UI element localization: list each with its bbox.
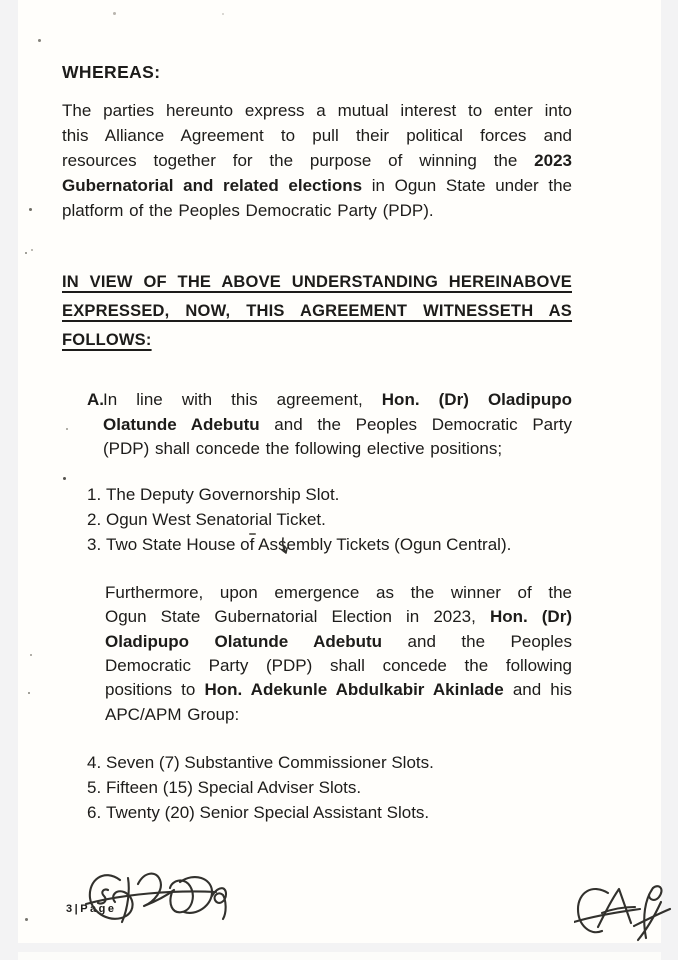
whereas-heading: WHEREAS: [62,62,161,82]
scan-speck [249,533,256,535]
list-item-text: Twenty (20) Senior Special Assistant Slots. [106,803,430,823]
list-item-number: 1. [87,484,102,504]
conceded-positions-list [87,750,572,825]
list-item-text: Seven (7) Substantive Commissioner Slots. [106,753,434,773]
scan-speck [222,13,224,15]
list-item-number: 5. [87,778,102,798]
scan-speck [29,208,32,211]
list-item [87,775,572,800]
scan-speck [63,477,66,480]
list-item-text: Two State House of Assembly Tickets (Ogun Central). [106,534,512,554]
list-item-number: 2. [87,509,102,529]
list-item [87,482,572,507]
intro-paragraph: The parties hereunto express a mutual interest to enter into this Alliance Agreement to pull their political forces and resources together for the purpose of winning the 2023 Gubernatorial and related elections in Ogun State under the platform of the Peoples Democratic Party (PDP). [62,101,572,220]
clause-a-marker: A. [87,390,104,409]
elective-positions-list [87,482,572,557]
list-item [87,507,572,532]
list-item-text: Ogun West Senatorial Ticket. [106,509,326,529]
list-item-number: 3. [87,534,102,554]
list-item-number: 6. [87,803,102,823]
scan-speck [25,918,28,921]
ink-smudge-icon [278,536,292,556]
next-page-edge [18,952,661,960]
signature-right-icon [574,881,672,944]
scan-speck [25,252,27,254]
document-page [18,0,661,943]
scan-speck [66,428,68,430]
furthermore-paragraph: Furthermore, upon emergence as the winner of the Ogun State Gubernatorial Election in 2023, Hon. (Dr) Oladipupo Olatunde Adebutu and the Peoples Democratic Party (PDP) shall concede the following positions to Hon. Adekunle Abdulkabir Akinlade and his APC/APM Group: [105,582,572,724]
list-item [87,750,572,775]
scan-speck [113,12,116,15]
clause-a-text: In line with this agreement, Hon. (Dr) Oladipupo Olatunde Adebutu and the Peoples Democratic Party (PDP) shall concede the following elective positions; [103,390,573,459]
scan-speck [31,249,33,251]
signature-left-icon [82,858,238,930]
scan-speck [38,39,41,42]
scan-speck [30,654,32,656]
page-number-label: 3|Page [66,903,117,916]
agreement-witnesseth-heading: IN VIEW OF THE ABOVE UNDERSTANDING HEREINABOVE EXPRESSED, NOW, THIS AGREEMENT WITNESSETH AS FOLLOWS: [62,273,572,349]
list-item [87,532,572,557]
list-item-text: Fifteen (15) Special Adviser Slots. [106,778,362,798]
clause-a [62,388,572,462]
list-item-text: The Deputy Governorship Slot. [106,484,340,504]
document-content [62,0,572,917]
scan-speck [28,692,30,694]
list-item [87,800,572,825]
list-item-number: 4. [87,753,102,773]
